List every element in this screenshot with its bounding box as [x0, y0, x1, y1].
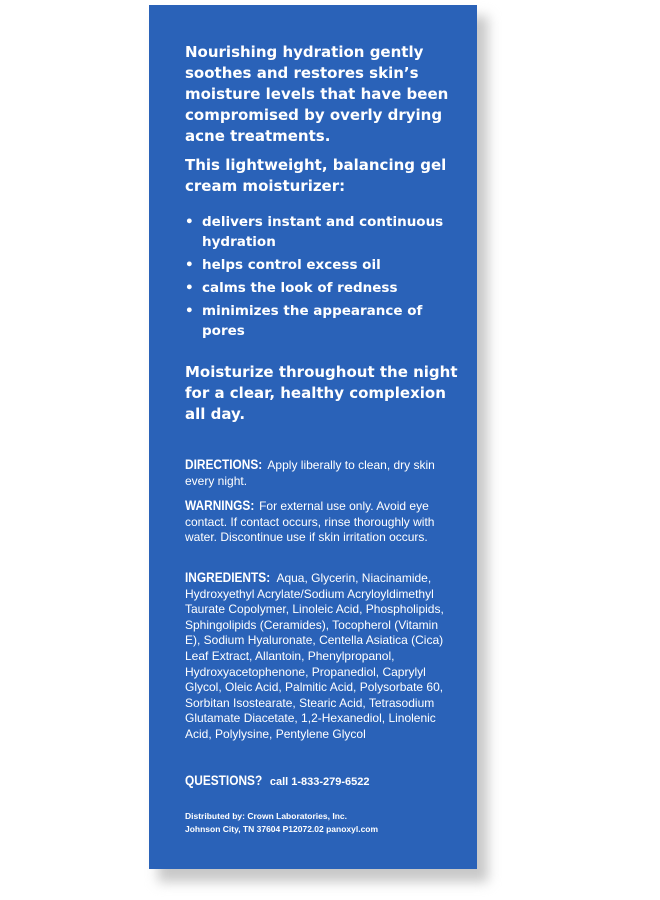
- phone-number: call 1-833-279-6522: [269, 776, 370, 788]
- directions-heading: DIRECTIONS:: [185, 457, 263, 472]
- benefit-text: minimizes the appearance of pores: [202, 303, 423, 339]
- benefit-text: helps control excess oil: [202, 257, 381, 273]
- list-item: [185, 212, 465, 252]
- ingredients-text: Aqua, Glycerin, Niacinamide, Hydroxyethyl Acrylate/Sodium Acryloyldimethyl Taurate Copolymer, Linoleic Acid, Phospholipids, Sphingolipids (Ceramides), Tocopherol (Vitamin E), Sodium Hyaluronate, Centella Asiatica (Cica) Leaf Extract, Allantoin, Phenylpropanol, Hydroxyacetophenone, Propanediol, Caprylyl Glycol, Oleic Acid, Palmitic Acid, Polysorbate 60, Sorbitan Isostearate, Stearic Acid, Tetrasodium Glutamate Diacetate, 1,2-Hexanediol, Linolenic Acid, Polylysine, Pentylene Glycol: [185, 571, 444, 741]
- benefit-text: calms the look of redness: [202, 280, 398, 296]
- directions-text: Apply liberally to clean, dry skin every night.: [185, 458, 435, 488]
- distributor-line-1: Distributed by: Crown Laboratories, Inc.: [185, 811, 347, 821]
- ingredients-section: [185, 570, 455, 743]
- bullet-icon: •: [185, 280, 194, 296]
- distributor-info: [185, 810, 465, 836]
- product-info-panel: [149, 5, 477, 869]
- list-item: [185, 278, 465, 298]
- intro-paragraph: Nourishing hydration gently soothes and restores skin’s moisture levels that have been compromised by overly drying acne treatments.: [185, 43, 449, 145]
- bullet-icon: •: [185, 303, 194, 319]
- directions-section: [185, 457, 455, 489]
- list-item: [185, 255, 465, 275]
- closing-paragraph: Moisturize throughout the night for a clear, healthy complexion all day.: [185, 363, 458, 423]
- questions-heading: QUESTIONS?: [185, 773, 263, 788]
- questions-section: [185, 773, 370, 790]
- benefits-list: [185, 212, 465, 344]
- ingredients-heading: INGREDIENTS:: [185, 570, 271, 585]
- bullet-icon: •: [185, 257, 194, 273]
- warnings-section: [185, 498, 455, 546]
- benefit-text: delivers instant and continuous hydration: [202, 214, 444, 250]
- lead-paragraph: This lightweight, balancing gel cream moisturizer:: [185, 156, 447, 195]
- bullet-icon: •: [185, 214, 194, 230]
- warnings-heading: WARNINGS:: [185, 498, 255, 513]
- distributor-line-2: Johnson City, TN 37604 P12072.02 panoxyl.com: [185, 824, 379, 834]
- list-item: [185, 301, 465, 341]
- warnings-text: For external use only. Avoid eye contact. If contact occurs, rinse thoroughly with water. Discontinue use if skin irritation occurs.: [185, 499, 435, 545]
